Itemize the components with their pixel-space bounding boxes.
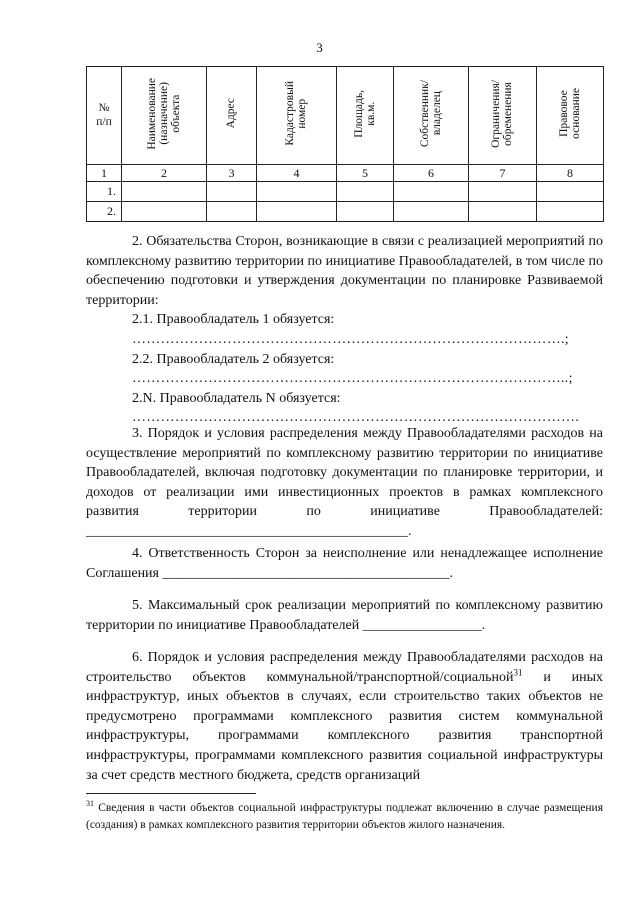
section-4 — [86, 544, 603, 583]
header-label: Кадастровый номер — [284, 81, 309, 146]
header-label: Собственник/ владелец — [418, 79, 443, 148]
table-header-row — [87, 67, 604, 165]
section-2-text: 2. Обязательства Сторон, возникающие в связи с реализацией мероприятий по комплексному развитию территории по инициативе Правообладателей, в том числе по обеспечению подготовки и утверждения документации по планировке Развиваемой территории: — [86, 234, 603, 308]
footnote-separator — [86, 793, 256, 794]
header-label: № п/п — [96, 102, 112, 128]
number-cell: 1 — [87, 165, 122, 182]
item-2-2: 2.2. Правообладатель 2 обязуется: — [132, 351, 335, 367]
number-cell: 6 — [394, 165, 469, 182]
table-cell — [257, 182, 337, 202]
table-cell — [122, 182, 207, 202]
header-cell — [257, 67, 337, 165]
header-label: Правовое основание — [557, 88, 582, 139]
table-cell — [207, 202, 257, 222]
header-cell — [122, 67, 207, 165]
footnote-mark: 31 — [86, 799, 94, 809]
row-number-cell: 2. — [87, 202, 122, 222]
header-label: Адрес — [225, 98, 238, 129]
item-2-1-blank: ……………………………………………………………………………….; — [132, 331, 569, 347]
table-cell — [537, 202, 604, 222]
table-row — [87, 202, 604, 222]
footnote — [86, 800, 603, 833]
section-5 — [86, 596, 603, 635]
table-cell — [122, 202, 207, 222]
table-cell — [337, 182, 394, 202]
table-cell — [394, 182, 469, 202]
number-cell: 5 — [337, 165, 394, 182]
table-cell — [337, 202, 394, 222]
header-label: Ограничения/ обременения — [490, 79, 515, 148]
section-6-text-b: и иных инфраструктур, иных объектов в случаях, если строительство таких объектов не предусмотрено программами комплексного развития систем коммунальной инфраструктуры, программами комплексного развития транспортной инфраструктуры, программами комплексного развития социальной инфраструктуры за счет средств местного бюджета, средств организаций — [86, 669, 603, 783]
item-2-2-blank: ………………………………………………………………………………..; — [132, 371, 573, 387]
header-label: Площадь, кв.м. — [352, 89, 377, 138]
section-6-text-a: 6. Порядок и условия распределения между Правообладателями расходов на строительство объектов коммунальной/транспортной/социальной — [86, 650, 603, 685]
objects-table — [86, 66, 604, 222]
header-cell — [207, 67, 257, 165]
section-3-text: 3. Порядок и условия распределения между Правообладателями расходов на осуществление мероприятий по комплексному развитию территории по инициативе Правообладателей, включая подготовку документации по планировке территории, и доходов от реализации ими инвестиционных проектов в рамках комплексного развития территории по инициативе Правообладателей: ______________________________________________. — [86, 426, 603, 539]
item-2-1: 2.1. Правообладатель 1 обязуется: — [132, 312, 335, 328]
section-3 — [86, 424, 603, 542]
header-cell — [87, 67, 122, 165]
number-cell: 3 — [207, 165, 257, 182]
table-cell — [469, 182, 537, 202]
section-6-text — [86, 648, 603, 785]
section-5-text: 5. Максимальный срок реализации мероприятий по комплексному развитию территории по инициативе Правообладателей _________________. — [86, 598, 603, 633]
item-2-n-blank: …………………………………………………………………………………. — [132, 410, 580, 426]
section-2 — [86, 232, 603, 428]
table-cell — [207, 182, 257, 202]
footnote-text: Сведения в части объектов социальной инфраструктуры подлежат включению в случае размещения (создания) в рамках комплексного развития территории объектов жилого назначения. — [86, 802, 603, 831]
number-cell: 8 — [537, 165, 604, 182]
footnote-reference[interactable]: 31 — [513, 666, 523, 677]
header-cell — [394, 67, 469, 165]
number-cell: 7 — [469, 165, 537, 182]
section-6 — [86, 648, 603, 785]
row-number-cell: 1. — [87, 182, 122, 202]
header-label: Наименование (назначение) объекта — [145, 77, 183, 150]
header-cell — [537, 67, 604, 165]
header-cell — [469, 67, 537, 165]
header-cell — [337, 67, 394, 165]
page-number: 3 — [316, 40, 323, 55]
table-row — [87, 182, 604, 202]
number-cell: 2 — [122, 165, 207, 182]
section-4-text: 4. Ответственность Сторон за неисполнение или ненадлежащее исполнение Соглашения _________________________________________. — [86, 546, 603, 581]
table-cell — [257, 202, 337, 222]
number-cell: 4 — [257, 165, 337, 182]
item-2-n: 2.N. Правообладатель N обязуется: — [132, 390, 341, 406]
table-cell — [469, 202, 537, 222]
table-cell — [394, 202, 469, 222]
table-cell — [537, 182, 604, 202]
table-numbers-row — [87, 165, 604, 182]
